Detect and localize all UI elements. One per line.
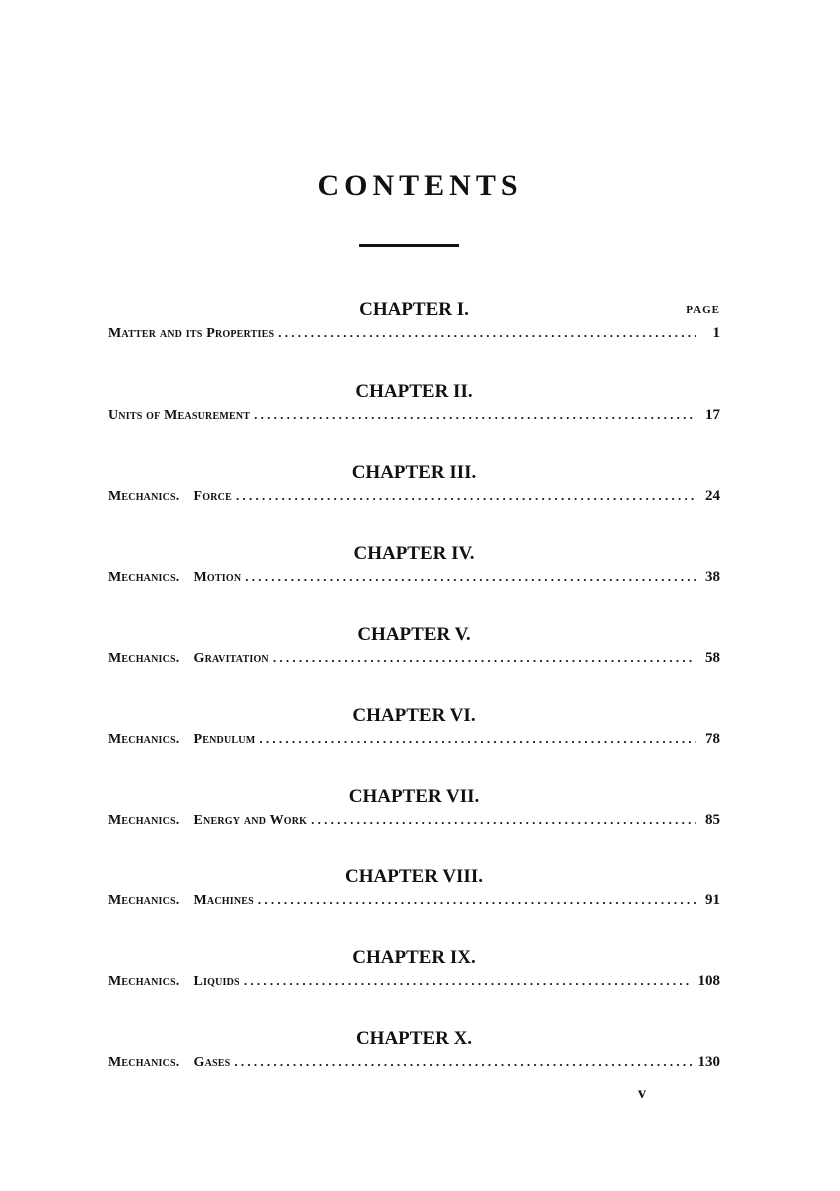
chapter-heading: CHAPTER II. [355, 381, 473, 402]
toc-page-number: 58 [705, 650, 720, 666]
toc-page-number: 1 [712, 325, 720, 341]
dot-leader [245, 566, 696, 588]
toc-subject: Gases [193, 1055, 231, 1070]
toc-page-number: 85 [705, 812, 720, 828]
toc-subject: Gravitation [193, 651, 269, 666]
toc-section-title: Mechanics. [108, 570, 180, 585]
toc-page-number: 91 [705, 892, 720, 908]
toc-line [108, 728, 720, 750]
toc-section-title: Mechanics. [108, 651, 180, 666]
toc-entry-chapter-1 [108, 298, 720, 358]
toc-subject: Motion [193, 570, 242, 585]
toc-section-title: Mechanics. [108, 974, 180, 989]
dot-leader [259, 728, 696, 750]
dot-leader [234, 1051, 691, 1073]
toc-subject: Force [193, 489, 232, 504]
toc-subject: Liquids [193, 974, 240, 989]
chapter-heading: CHAPTER V. [357, 624, 471, 645]
page-folio: v [638, 1085, 646, 1102]
toc-entry-chapter-5 [108, 623, 720, 683]
toc-page-number: 17 [705, 407, 720, 423]
dot-leader [278, 322, 696, 344]
chapter-heading: CHAPTER VIII. [345, 866, 483, 887]
toc-entry-chapter-4 [108, 542, 720, 602]
toc-line [108, 404, 720, 426]
toc-section-title: Units of Measurement [108, 408, 251, 423]
dot-leader [236, 485, 696, 507]
chapter-heading: CHAPTER VI. [352, 705, 476, 726]
toc-entry-chapter-7 [108, 785, 720, 845]
toc-page-number: 130 [697, 1054, 720, 1070]
chapter-heading: CHAPTER IV. [353, 543, 475, 564]
title-rule [359, 244, 459, 247]
toc-section-title: Mechanics. [108, 489, 180, 504]
toc-subject: Energy and Work [193, 813, 308, 828]
dot-leader [254, 404, 696, 426]
toc-subject: Machines [193, 893, 254, 908]
toc-section-title: Mechanics. [108, 893, 180, 908]
chapter-heading: CHAPTER I. [359, 299, 469, 320]
toc-entry-chapter-6 [108, 704, 720, 764]
chapter-heading: CHAPTER IX. [352, 947, 476, 968]
page-title: CONTENTS [317, 169, 523, 202]
toc-line [108, 809, 720, 831]
toc-entry-chapter-10 [108, 1027, 720, 1087]
chapter-heading: CHAPTER X. [355, 1028, 473, 1049]
toc-entry-chapter-2 [108, 380, 720, 440]
toc-line [108, 566, 720, 588]
toc-line [108, 889, 720, 911]
toc-section-title: Mechanics. [108, 1055, 180, 1070]
toc-entry-chapter-8 [108, 865, 720, 925]
toc-section-title: Mechanics. [108, 732, 180, 747]
toc-page-number: 38 [705, 569, 720, 585]
toc-page-number: 108 [697, 973, 720, 989]
toc-section-title: Mechanics. [108, 813, 180, 828]
toc-line [108, 1051, 720, 1073]
chapter-heading: CHAPTER III. [351, 462, 477, 483]
toc-line [108, 970, 720, 992]
toc-page-number: 78 [705, 731, 720, 747]
toc-entry-chapter-9 [108, 946, 720, 1006]
toc-line [108, 647, 720, 669]
dot-leader [311, 809, 696, 831]
toc-entry-chapter-3 [108, 461, 720, 521]
toc-section-title: Matter and its Properties [108, 326, 275, 341]
toc-page-number: 24 [705, 488, 720, 504]
dot-leader [273, 647, 696, 669]
page-column-label: PAGE [686, 304, 720, 316]
dot-leader [258, 889, 696, 911]
toc-subject: Pendulum [193, 732, 256, 747]
toc-line [108, 322, 720, 344]
chapter-heading: CHAPTER VII. [348, 786, 480, 807]
dot-leader [244, 970, 692, 992]
toc-line [108, 485, 720, 507]
